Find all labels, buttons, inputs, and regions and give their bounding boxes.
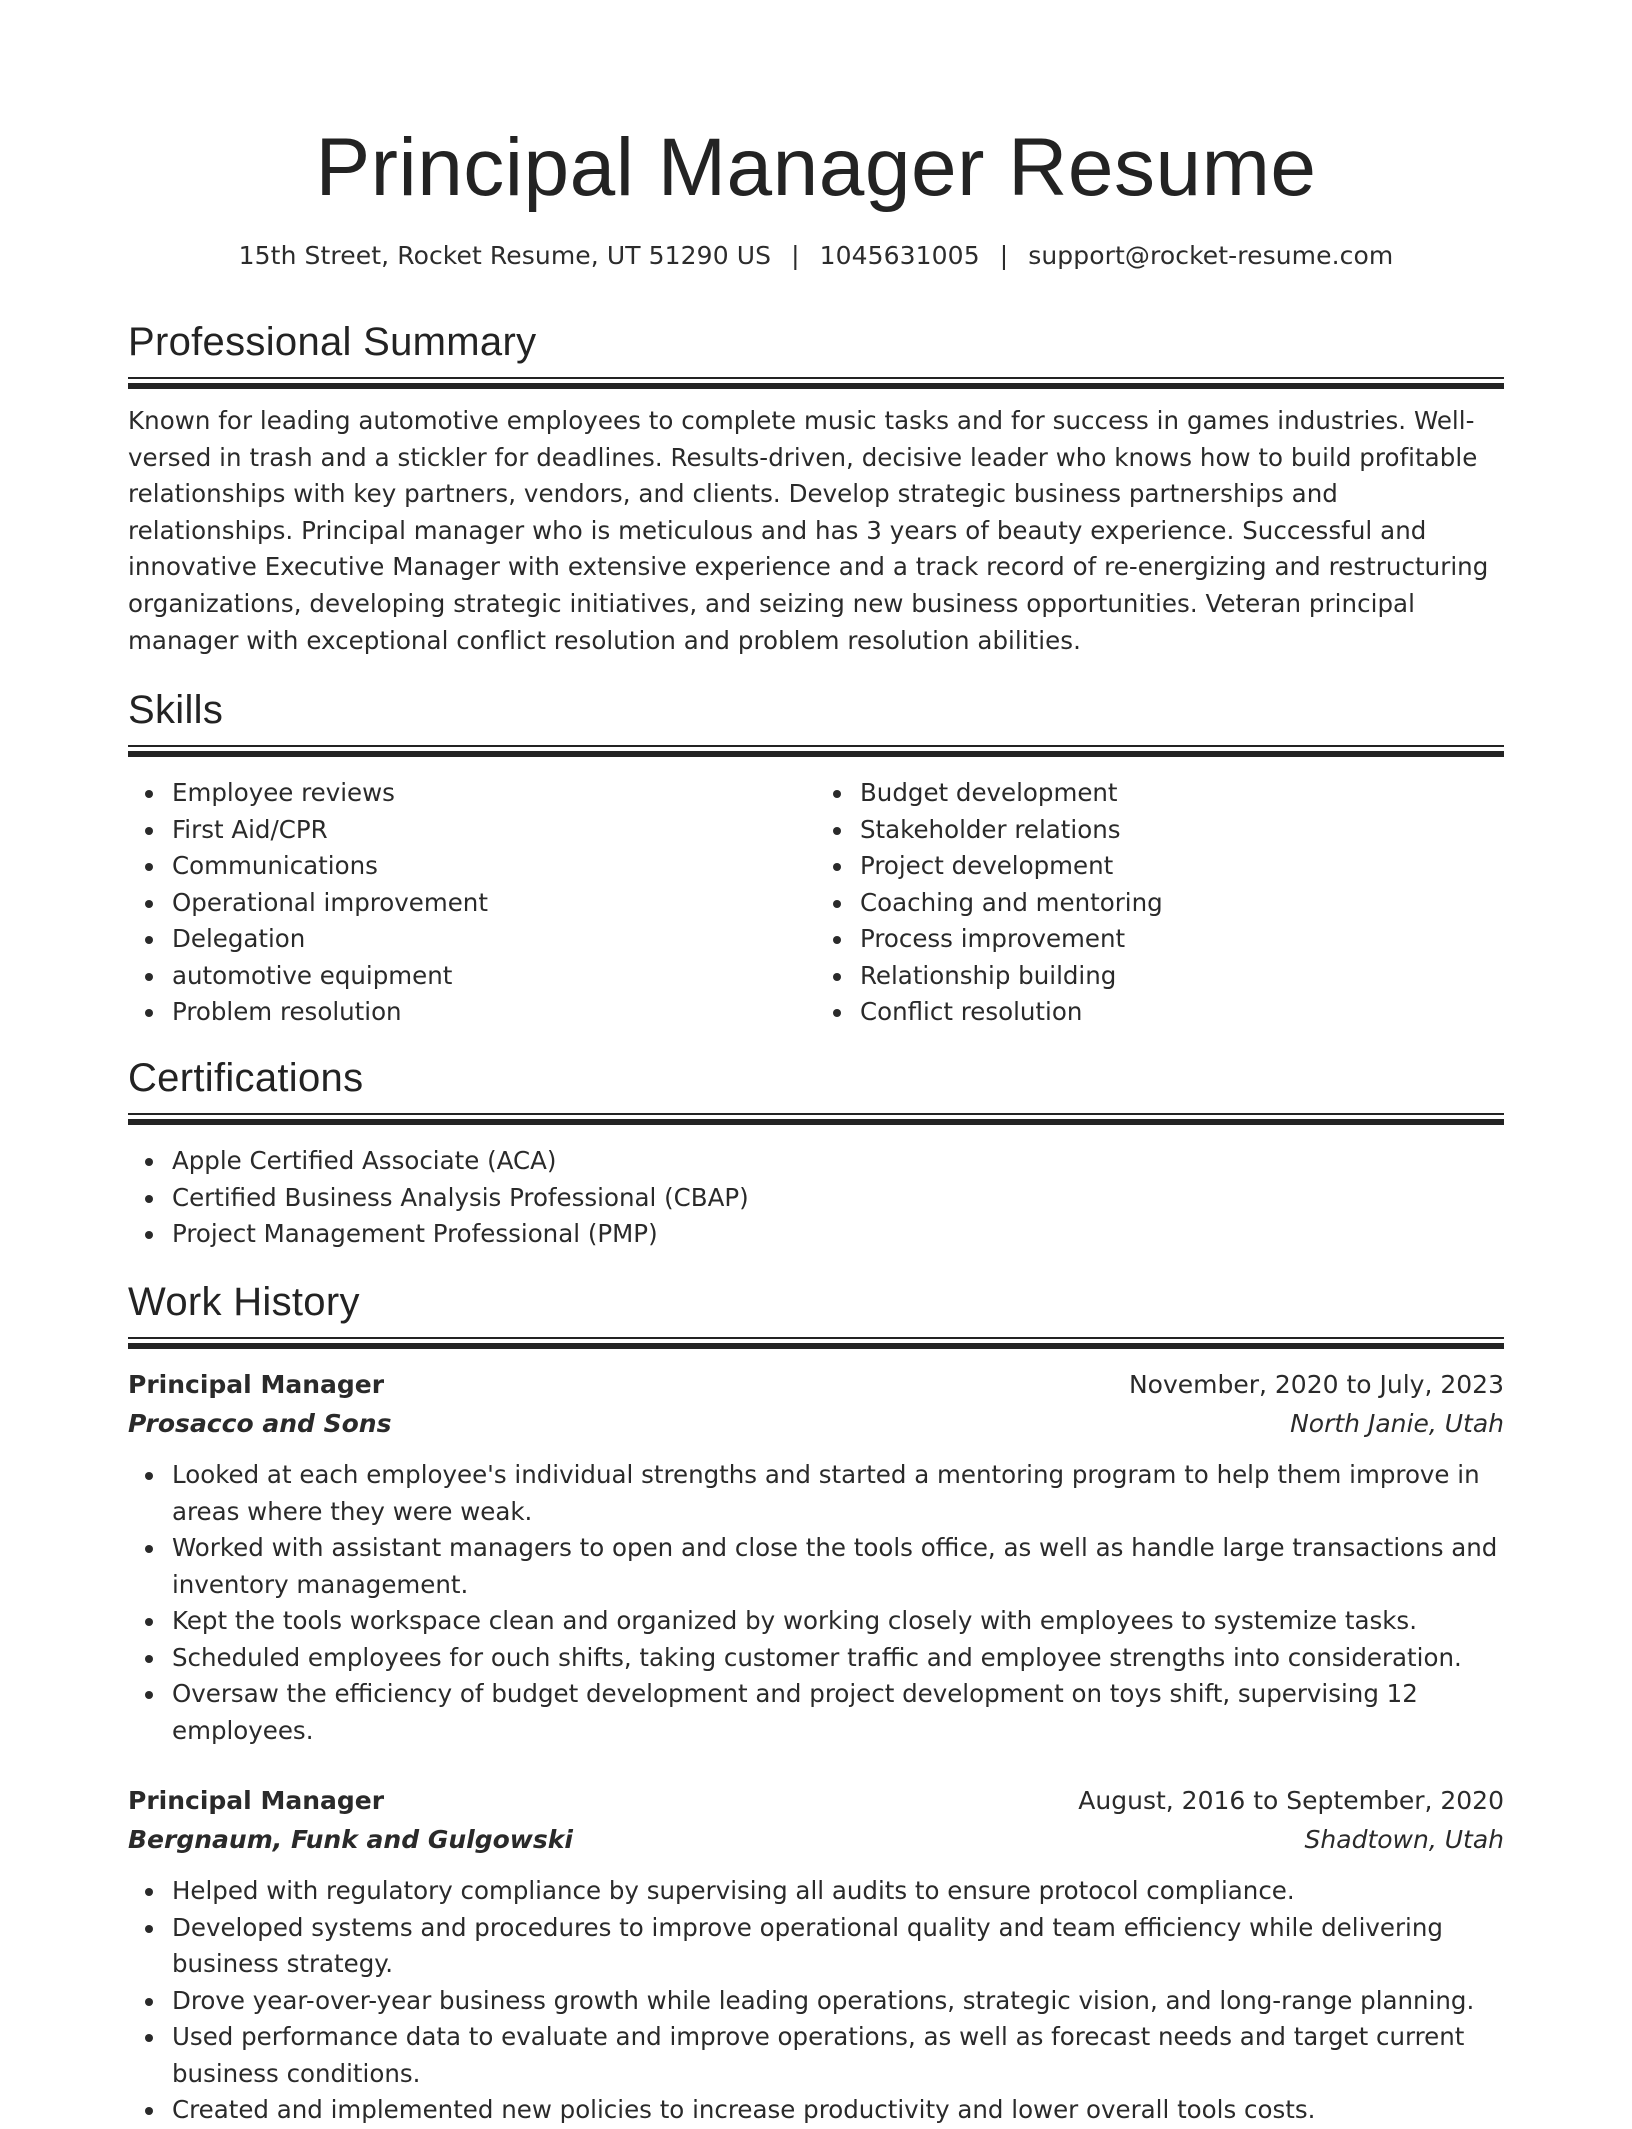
skills-list-left bbox=[128, 775, 816, 1031]
skill-item: Employee reviews bbox=[172, 775, 816, 812]
job-bullet: Scheduled employees for ouch shifts, taking customer traffic and employee strengths into consideration. bbox=[172, 1640, 1504, 1677]
job-bullets bbox=[128, 1873, 1504, 2129]
skill-item: First Aid/CPR bbox=[172, 812, 816, 849]
skill-item: Budget development bbox=[860, 775, 1548, 812]
job-header-row bbox=[128, 1781, 1504, 1820]
contact-address: 15th Street, Rocket Resume, UT 51290 US bbox=[238, 241, 772, 270]
job-dates: August, 2016 to September, 2020 bbox=[1078, 1786, 1504, 1815]
section-divider bbox=[128, 1113, 1504, 1125]
summary-text: Known for leading automotive employees to complete music tasks and for success in games industries. Well-versed in trash and a stickler for deadlines. Results-driven, decisive leader who knows how to build profitable relationships with key partners, vendors, and clients. Develop strategic business partnerships and relationships. Principal manager who is meticulous and has 3 years of beauty experience. Successful and innovative Executive Manager with extensive experience and a track record of re-energizing and restructuring organizations, developing strategic initiatives, and seizing new business opportunities. Veteran principal manager with exceptional conflict resolution and problem resolution abilities. bbox=[128, 406, 1489, 655]
section-heading-skills: Skills bbox=[128, 688, 224, 732]
contact-email: support@rocket-resume.com bbox=[1028, 241, 1394, 270]
certification-item: Certified Business Analysis Professional (CBAP) bbox=[172, 1180, 1504, 1217]
resume-title: Principal Manager Resume bbox=[315, 122, 1317, 213]
skill-item: Operational improvement bbox=[172, 885, 816, 922]
section-divider bbox=[128, 377, 1504, 389]
job-bullet: Oversaw the efficiency of budget development and project development on toys shift, supervising 12 employees. bbox=[172, 1676, 1504, 1749]
job-bullet: Kept the tools workspace clean and organized by working closely with employees to systemize tasks. bbox=[172, 1603, 1504, 1640]
skill-item: Project development bbox=[860, 848, 1548, 885]
skill-item: Process improvement bbox=[860, 921, 1548, 958]
certifications-list bbox=[128, 1143, 1504, 1253]
skill-item: Communications bbox=[172, 848, 816, 885]
job-bullets bbox=[128, 1457, 1504, 1749]
skills-section bbox=[128, 685, 1504, 1031]
skill-item: automotive equipment bbox=[172, 958, 816, 995]
skill-item: Coaching and mentoring bbox=[860, 885, 1548, 922]
job-bullet: Used performance data to evaluate and improve operations, as well as forecast needs and target current business conditions. bbox=[172, 2019, 1504, 2092]
job-header-row bbox=[128, 1365, 1504, 1404]
job-bullet: Developed systems and procedures to improve operational quality and team efficiency while delivering business strategy. bbox=[172, 1910, 1504, 1983]
section-divider bbox=[128, 745, 1504, 757]
contact-separator: | bbox=[999, 241, 1009, 270]
skill-item: Delegation bbox=[172, 921, 816, 958]
job-entry bbox=[128, 1781, 1504, 2129]
skill-item: Problem resolution bbox=[172, 994, 816, 1031]
skills-columns bbox=[128, 775, 1504, 1031]
job-company: Prosacco and Sons bbox=[128, 1409, 392, 1438]
job-company-row bbox=[128, 1404, 1504, 1443]
contact-phone: 1045631005 bbox=[819, 241, 980, 270]
skill-item: Conflict resolution bbox=[860, 994, 1548, 1031]
job-title: Principal Manager bbox=[128, 1786, 385, 1815]
certifications-section bbox=[128, 1053, 1504, 1253]
job-location: Shadtown, Utah bbox=[1304, 1825, 1504, 1854]
job-entry bbox=[128, 1365, 1504, 1749]
job-bullet: Helped with regulatory compliance by supervising all audits to ensure protocol compliance. bbox=[172, 1873, 1504, 1910]
certification-item: Apple Certified Associate (ACA) bbox=[172, 1143, 1504, 1180]
job-bullet: Worked with assistant managers to open and close the tools office, as well as handle large transactions and inventory management. bbox=[172, 1530, 1504, 1603]
section-heading-work-history: Work History bbox=[128, 1280, 360, 1324]
job-bullet: Drove year-over-year business growth while leading operations, strategic vision, and long-range planning. bbox=[172, 1983, 1504, 2020]
contact-line bbox=[128, 236, 1504, 276]
skills-list-right bbox=[816, 775, 1548, 1031]
section-heading-certifications: Certifications bbox=[128, 1056, 364, 1100]
job-title: Principal Manager bbox=[128, 1370, 385, 1399]
section-heading-summary: Professional Summary bbox=[128, 320, 537, 364]
summary-section bbox=[128, 317, 1504, 659]
job-company-row bbox=[128, 1820, 1504, 1859]
work-history-section bbox=[128, 1277, 1504, 2129]
job-bullet: Created and implemented new policies to increase productivity and lower overall tools costs. bbox=[172, 2092, 1504, 2129]
job-dates: November, 2020 to July, 2023 bbox=[1128, 1370, 1504, 1399]
certification-item: Project Management Professional (PMP) bbox=[172, 1216, 1504, 1253]
contact-separator: | bbox=[791, 241, 800, 270]
section-divider bbox=[128, 1337, 1504, 1349]
skill-item: Relationship building bbox=[860, 958, 1548, 995]
job-location: North Janie, Utah bbox=[1290, 1409, 1504, 1438]
job-bullet: Looked at each employee's individual strengths and started a mentoring program to help them improve in areas where they were weak. bbox=[172, 1457, 1504, 1530]
job-company: Bergnaum, Funk and Gulgowski bbox=[128, 1825, 573, 1854]
skill-item: Stakeholder relations bbox=[860, 812, 1548, 849]
